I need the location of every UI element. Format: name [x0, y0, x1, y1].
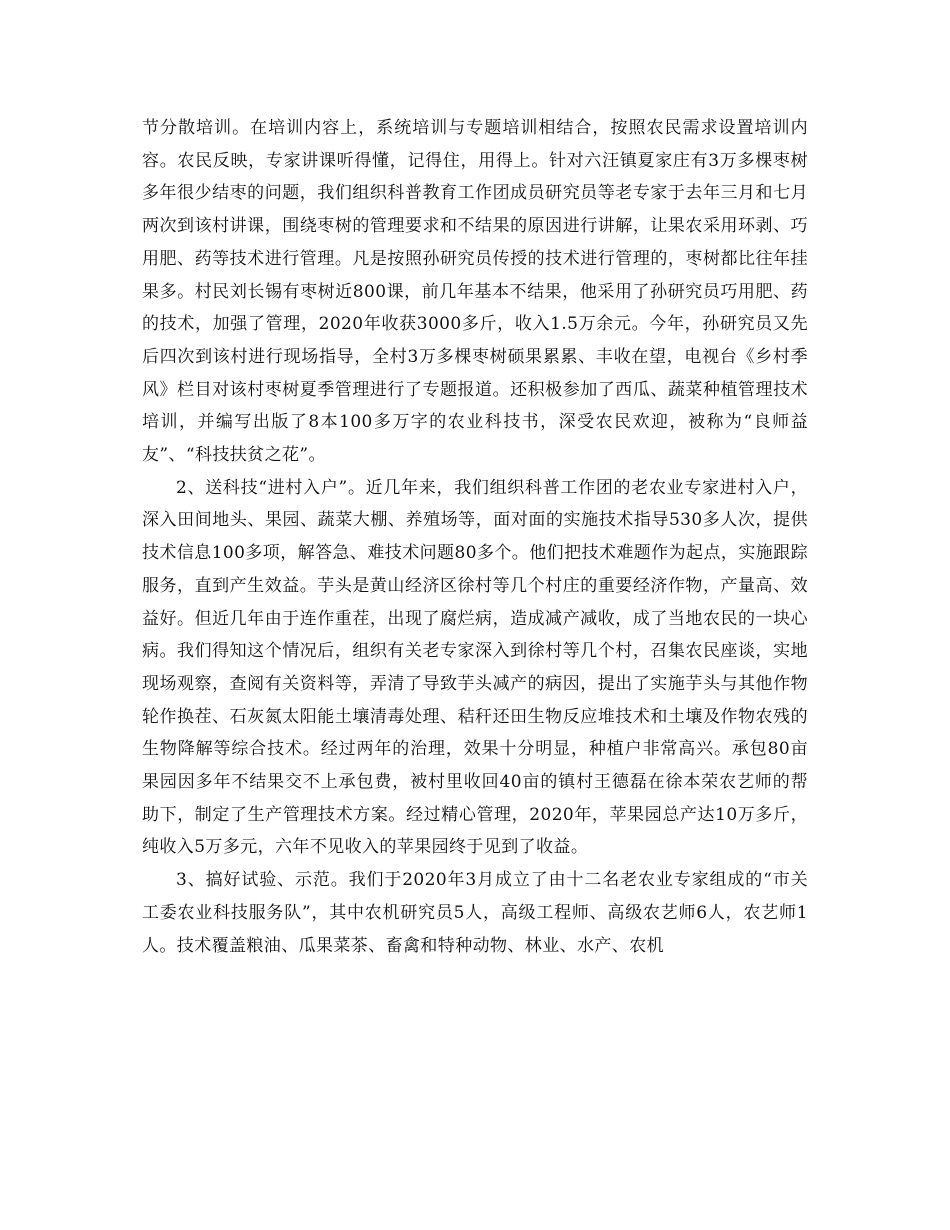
paragraph-2: 2、送科技“进村入户”。近几年来，我们组织科普工作团的老农业专家进村入户，深入田间地头、果园、蔬菜大棚、养殖场等，面对面的实施技术指导530多人次，提供技术信息100多项，解答急、难技术问题80多个。他们把技术难题作为起点，实施跟踪服务，直到产生效益。芋头是黄山经济区徐村等几个村庄的重要经济作物，产量高、效益好。但近几年由于连作重茬，出现了腐烂病，造成减产减收，成了当地农民的一块心病。我们得知这个情况后，组织有关老专家深入到徐村等几个村，召集农民座谈，实地现场观察，查阅有关资料等，弄清了导致芋头减产的病因，提出了实施芋头与其他作物轮作换茬、石灰氮太阳能土壤清毒处理、秸秆还田生物反应堆技术和土壤及作物农残的生物降解等综合技术。经过两年的治理，效果十分明显，种植户非常高兴。承包80亩果园因多年不结果交不上承包费，被村里收回40亩的镇村王德磊在徐本荣农艺师的帮助下，制定了生产管理技术方案。经过精心管理，2020年，苹果园总产达10万多斤，纯收入5万多元，六年不见收入的苹果园终于见到了收益。 [142, 477, 808, 858]
paragraph-3: 3、搞好试验、示范。我们于2020年3月成立了由十二名老农业专家组成的“市关工委农业科技服务队”，其中农机研究员5人，高级工程师、高级农艺师6人，农艺师1人。技术覆盖粮油、瓜果菜茶、畜禽和特种动物、林业、水产、农机 [142, 870, 808, 956]
document-body [142, 112, 808, 962]
paragraph-1: 节分散培训。在培训内容上，系统培训与专题培训相结合，按照农民需求设置培训内容。农民反映，专家讲课听得懂，记得住，用得上。针对六汪镇夏家庄有3万多棵枣树多年很少结枣的问题，我们组织科普教育工作团成员研究员等老专家于去年三月和七月两次到该村讲课，围绕枣树的管理要求和不结果的原因进行讲解，让果农采用环剥、巧用肥、药等技术进行管理。凡是按照孙研究员传授的技术进行管理的，枣树都比往年挂果多。村民刘长锡有枣树近800课，前几年基本不结果，他采用了孙研究员巧用肥、药的技术，加强了管理，2020年收获3000多斤，收入1.5万余元。今年，孙研究员又先后四次到该村进行现场指导，全村3万多棵枣树硕果累累、丰收在望，电视台《乡村季风》栏目对该村枣树夏季管理进行了专题报道。还积极参加了西瓜、蔬菜种植管理技术培训，并编写出版了8本100多万字的农业科技书，深受农民欢迎，被称为“良师益友”、“科技扶贫之花”。 [142, 118, 808, 466]
